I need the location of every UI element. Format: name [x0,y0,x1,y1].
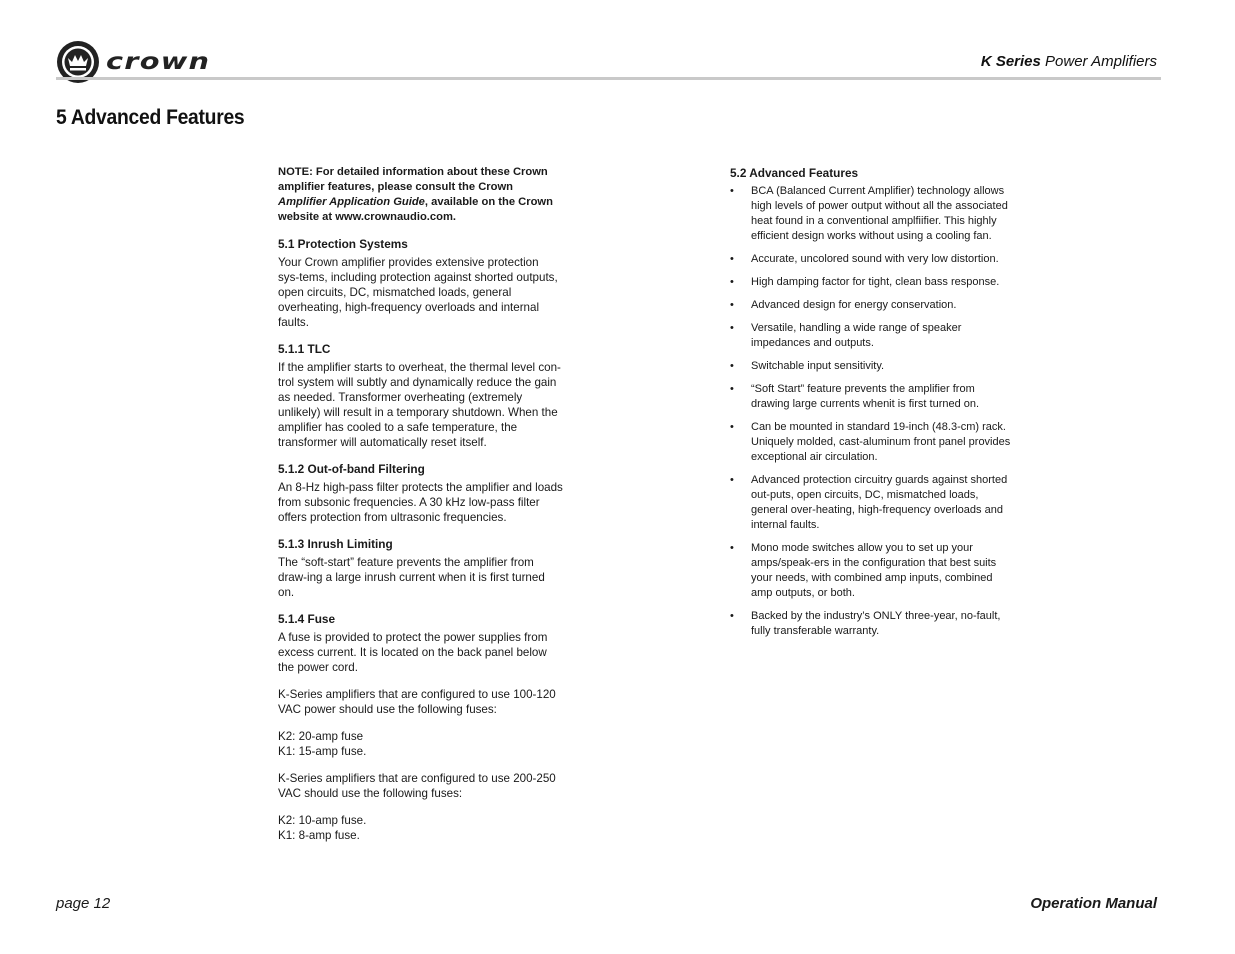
note-paragraph [278,165,563,225]
right-column [730,166,1015,647]
section-5-1-text: Your Crown amplifier provides extensive protection sys-tems, including protection against shorted outputs, open circuits, DC, mismatched loads, general overheating, high-frequency overloads and internal faults. [278,256,558,329]
section-5-1-3-title: 5.1.3 Inrush Limiting [278,537,393,551]
section-5-1-1-text: If the amplifier starts to overheat, the thermal level con-trol system will subtly and dynamically reduce the gain as needed. Transformer overheating (extremely unlikely) will result in a temporary shutdown. When the amplifier has cooled to a safe temperature, the transformer will automatically reset itself. [278,361,561,449]
fuse-120-intro: K-Series amplifiers that are configured to use 100-120 VAC power should use the following fuses: [278,688,556,716]
brand-wordmark: crown [106,49,211,75]
section-5-2-title: 5.2 Advanced Features [730,166,859,180]
fuse-250-intro: K-Series amplifiers that are configured to use 200-250 VAC should use the following fuses: [278,772,556,800]
feature-item: • Switchable input sensitivity. [730,359,1015,374]
section-5-1-2-text: An 8-Hz high-pass filter protects the amplifier and loads from subsonic frequencies. A 30 kHz low-pass filter offers protection from ultrasonic frequencies. [278,481,563,524]
feature-item: • Versatile, handling a wide range of speaker impedances and outputs. [730,321,1015,351]
feature-item: • Accurate, uncolored sound with very low distortion. [730,252,1015,267]
section-5-1-4-title: 5.1.4 Fuse [278,612,336,626]
feature-item: • Can be mounted in standard 19-inch (48.3-cm) rack. Uniquely molded, cast-aluminum front panel provides exceptional air circulation. [730,420,1015,465]
left-column [278,165,563,855]
section-5-1-1-title: 5.1.1 TLC [278,342,331,356]
fuse-120-k2: K2: 20-amp fuse [278,730,364,743]
note-text-end: , available on the Crown website at www.crownaudio.com. [278,196,553,223]
page-number: page 12 [56,895,111,912]
feature-item: • BCA (Balanced Current Amplifier) technology allows high levels of power output without all the associated heat found in a conventional amplfiifier. This highly efficient design works without using a cooling fan. [730,184,1015,244]
feature-item: • “Soft Start” feature prevents the amplifier from drawing large currents whenit is first turned on. [730,382,1015,412]
series-subtitle: Power Amplifiers [1040,53,1157,70]
fuse-250-list [278,813,563,843]
feature-list [730,184,1015,639]
manual-title: Operation Manual [1030,895,1157,912]
section-5-1-2-title: 5.1.2 Out-of-band Filtering [278,462,425,476]
fuse-250-k2: K2: 10-amp fuse. [278,814,367,827]
section-5-1-title: 5.1 Protection Systems [278,237,408,251]
section-5-1-3-text: The “soft-start” feature prevents the amplifier from draw-ing a large inrush current when it is first turned on. [278,556,545,599]
header-title [981,53,1157,70]
note-guide-title: Amplifier Application Guide [278,196,425,208]
fuse-120-k1: K1: 15-amp fuse. [278,745,367,758]
fuse-120-list [278,729,563,759]
note-text-start: NOTE: For detailed information about these Crown amplifier features, please consult the Crown [278,166,548,193]
page-title: 5 Advanced Features [56,106,245,129]
feature-item: • Backed by the industry’s ONLY three-year, no-fault, fully transferable warranty. [730,609,1015,639]
feature-item: • Advanced design for energy conservation. [730,298,1015,313]
feature-item: • Advanced protection circuitry guards against shorted out-puts, open circuits, DC, mismatched loads, general over-heating, high-frequency overloads and internal faults. [730,473,1015,533]
feature-item: • High damping factor for tight, clean bass response. [730,275,1015,290]
fuse-250-k1: K1: 8-amp fuse. [278,829,360,842]
feature-item: • Mono mode switches allow you to set up your amps/speak-ers in the configuration that best suits your needs, with combined amp inputs, combined amp outputs, or both. [730,541,1015,601]
header-divider [56,77,1161,80]
section-5-1-4-text: A fuse is provided to protect the power supplies from excess current. It is located on the back panel below the power cord. [278,631,548,674]
series-name: K Series [980,53,1041,70]
